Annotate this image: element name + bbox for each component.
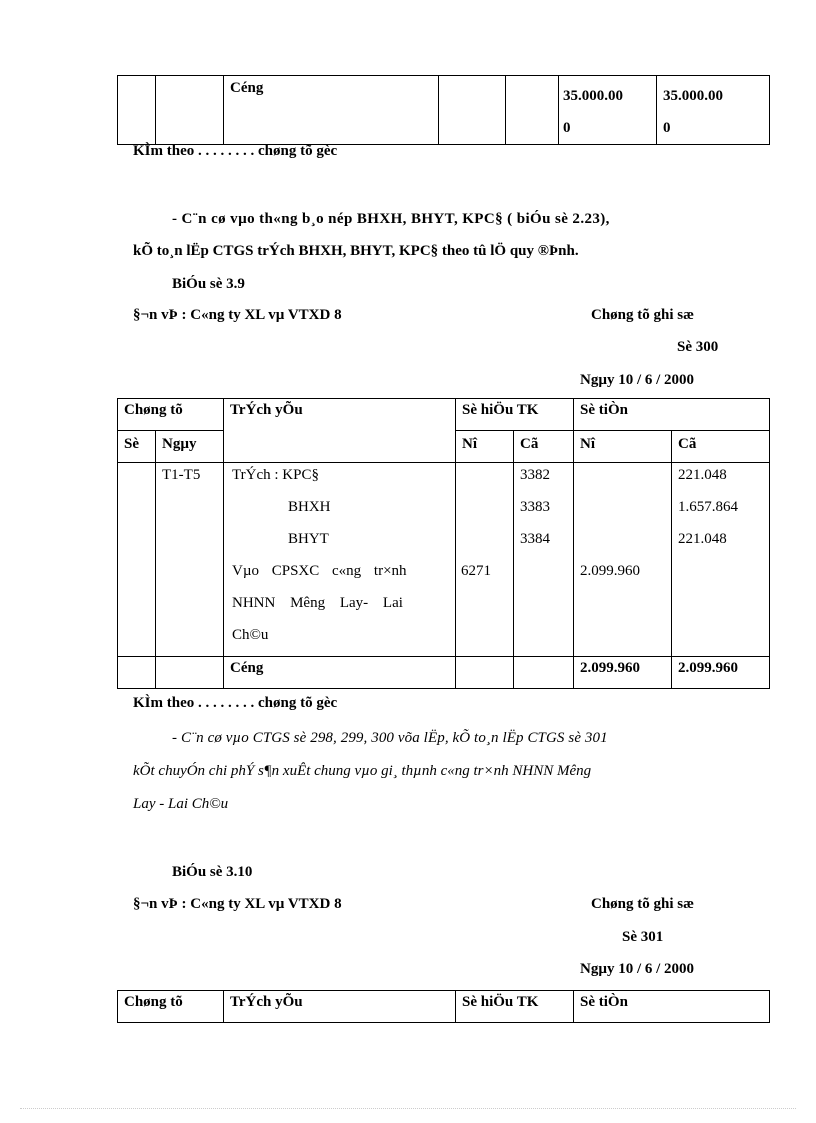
t2-header-trichyeu: TrÝch yÕu <box>224 991 456 1023</box>
top-table <box>117 75 770 145</box>
section2-ngay: Ngµy 10 / 6 / 2000 <box>580 961 695 977</box>
row-tk-co <box>514 463 574 657</box>
trich-line-1: TrÝch : KPC§ <box>232 467 319 483</box>
t2-header-sotien: Sè tiÒn <box>574 991 770 1023</box>
kem-theo-1: KÌm theo . . . . . . . . chøng tõ gèc <box>133 143 338 159</box>
row-tk-no <box>456 463 514 657</box>
t2-header-chungtu: Chøng tõ <box>118 991 224 1023</box>
total-no: 2.099.960 <box>574 657 672 689</box>
row-trichyeu <box>224 463 456 657</box>
section2-title: Chøng tõ ghi sæ <box>591 896 694 912</box>
para1-line2: kÕ to¸n lËp CTGS trÝch BHXH, BHYT, KPC§ theo tû lÖ quy ®Þnh. <box>133 243 579 259</box>
tien-co-2: 1.657.864 <box>678 499 739 515</box>
section1-title: Chøng tõ ghi sæ <box>591 307 694 323</box>
header-so: Sè <box>118 431 156 463</box>
header-tk-no: Nî <box>456 431 514 463</box>
section1-bieu: BiÓu sè 3.9 <box>172 276 245 292</box>
tien-co-1: 221.048 <box>678 467 727 483</box>
tien-no-1: 2.099.960 <box>580 563 641 579</box>
para2-line1: - C¨n cø vµo CTGS sè 298, 299, 300 võa lËp, kÕ to¸n lËp CTGS sè 301 <box>172 730 608 746</box>
header-ngay: Ngµy <box>156 431 224 463</box>
trich-line-4: Vµo CPSXC c«ng tr×nh <box>232 563 407 579</box>
section1-ngay: Ngµy 10 / 6 / 2000 <box>580 372 695 388</box>
section1-so: Sè 300 <box>677 339 719 355</box>
page-bottom-divider <box>20 1108 796 1109</box>
trich-line-2: BHXH <box>288 499 331 515</box>
header-sotien: Sè tiÒn <box>574 399 770 431</box>
tk-co-2: 3383 <box>520 499 551 515</box>
header-sohieu: Sè hiÖu TK <box>456 399 574 431</box>
top-total-co: 35.000.00 0 <box>657 76 770 145</box>
tk-no-6271: 6271 <box>461 563 492 579</box>
para2-line3: Lay - Lai Ch©u <box>133 796 229 812</box>
trich-line-6: Ch©u <box>232 627 269 643</box>
top-total-label: Céng <box>224 76 439 145</box>
para2-line2: kÕt chuyÓn chi phÝ s¶n xuÊt chung vµo gi¸ thµnh c«ng tr×nh NHNN Mêng <box>133 763 592 779</box>
trich-line-3: BHYT <box>288 531 329 547</box>
row-tien-no <box>574 463 672 657</box>
tk-co-3: 3384 <box>520 531 551 547</box>
section2-so: Sè 301 <box>622 929 664 945</box>
row-ngay: T1-T5 <box>156 463 224 657</box>
row-tien-co <box>672 463 770 657</box>
header-chungtu: Chøng tõ <box>118 399 224 431</box>
total-co: 2.099.960 <box>672 657 770 689</box>
header-trichyeu: TrÝch yÕu <box>224 399 456 463</box>
header-tk-co: Cã <box>514 431 574 463</box>
total-label: Céng <box>224 657 456 689</box>
tk-co-1: 3382 <box>520 467 551 483</box>
kem-theo-2: KÌm theo . . . . . . . . chøng tõ gèc <box>133 695 338 711</box>
section2-donvi: §¬n vÞ : C«ng ty XL vµ VTXD 8 <box>133 896 342 912</box>
ledger-table-300 <box>117 398 770 689</box>
para1-line1: - C¨n cø vµo th«ng b¸o nép BHXH, BHYT, KPC§ ( biÓu sè 2.23), <box>172 211 610 227</box>
trich-line-5: NHNN Mêng Lay- Lai <box>232 595 403 611</box>
header-tien-no: Nî <box>574 431 672 463</box>
top-total-no: 35.000.00 0 <box>559 76 657 145</box>
section1-donvi: §¬n vÞ : C«ng ty XL vµ VTXD 8 <box>133 307 342 323</box>
t2-header-sohieu: Sè hiÖu TK <box>456 991 574 1023</box>
header-tien-co: Cã <box>672 431 770 463</box>
ledger-table-301 <box>117 990 770 1023</box>
tien-co-3: 221.048 <box>678 531 727 547</box>
section2-bieu: BiÓu sè 3.10 <box>172 864 253 880</box>
